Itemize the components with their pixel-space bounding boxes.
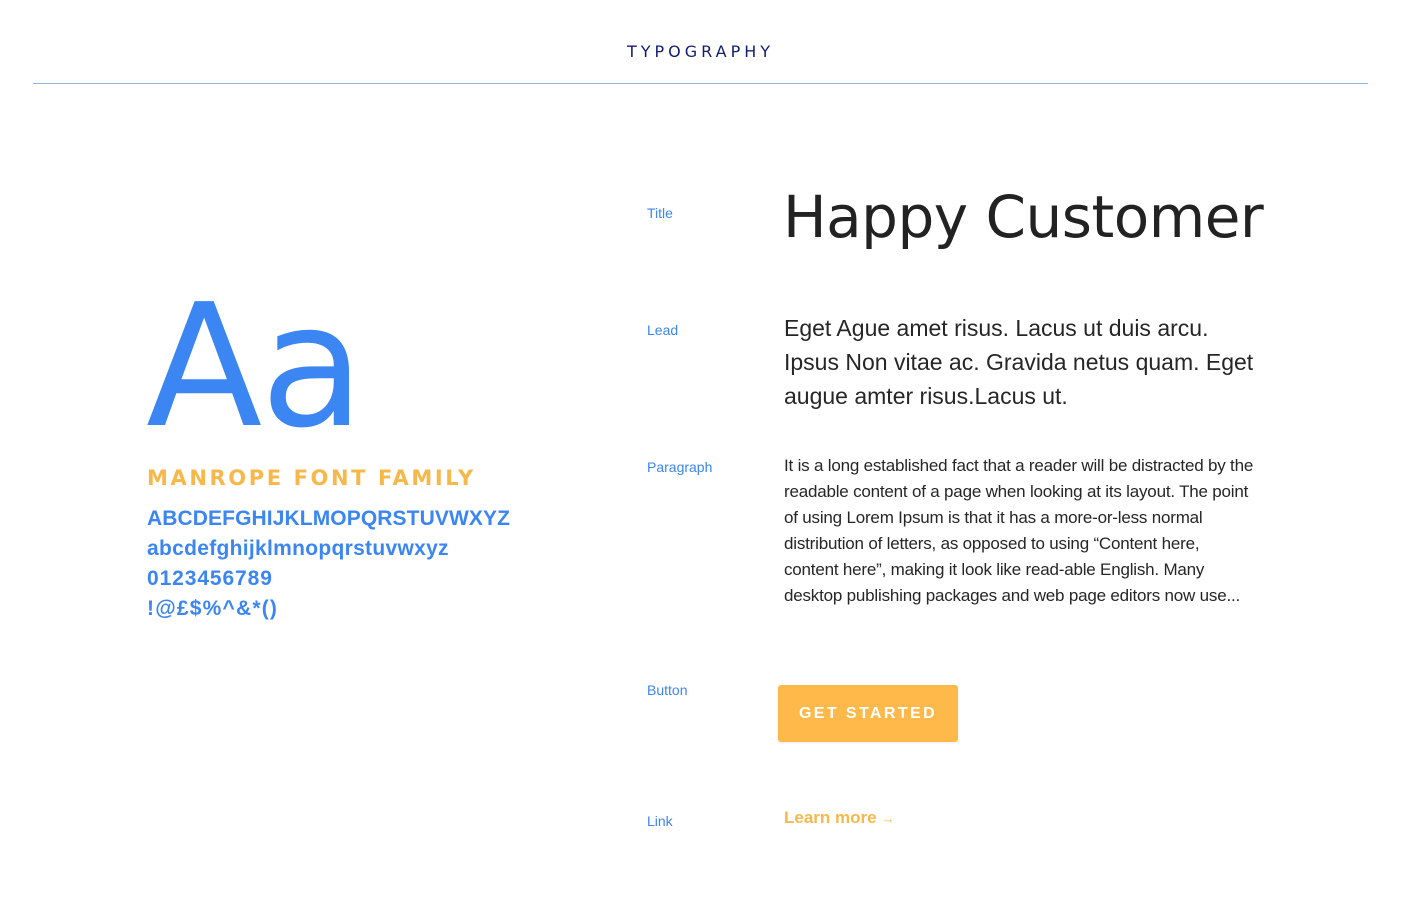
font-family-name: MANROPE FONT FAMILY — [147, 466, 476, 490]
get-started-button[interactable]: GET STARTED — [778, 685, 958, 742]
paragraph-row-label: Paragraph — [647, 459, 713, 475]
lead-sample: Eget Ague amet risus. Lacus ut duis arcu. Ipsus Non vitae ac. Gravida netus quam. Eget augue amter risus.Lacus ut. — [784, 315, 1254, 409]
learn-more-label: Learn more — [784, 808, 877, 827]
page-title: TYPOGRAPHY — [626, 42, 775, 61]
learn-more-link[interactable] — [784, 808, 895, 828]
button-row-label: Button — [647, 682, 688, 698]
header-divider — [33, 83, 1368, 84]
link-row-label: Link — [647, 813, 673, 829]
lead-row-label: Lead — [647, 322, 679, 338]
arrow-right-icon: → — [881, 810, 895, 826]
charset-digits: 0123456789 — [147, 567, 273, 590]
title-row-label: Title — [647, 205, 673, 221]
paragraph-sample: It is a long established fact that a reader will be distracted by the readable content of a page when looking at its layout. The point of using Lorem Ipsum is that it has a more-or-less normal distribution of letters, as opposed to using “Content here, content here”, making it look like read-able English. Many desktop publishing packages and web page editors now use... — [784, 456, 1254, 605]
font-specimen-glyph: Aa — [146, 268, 363, 466]
charset-symbols: !@£$%^&*() — [147, 597, 279, 620]
charset-lowercase: abcdefghijklmnopqrstuvwxyz — [147, 537, 449, 560]
charset-uppercase: ABCDEFGHIJKLMOPQRSTUVWXYZ — [147, 507, 511, 530]
title-sample: Happy Customer — [783, 183, 1264, 251]
